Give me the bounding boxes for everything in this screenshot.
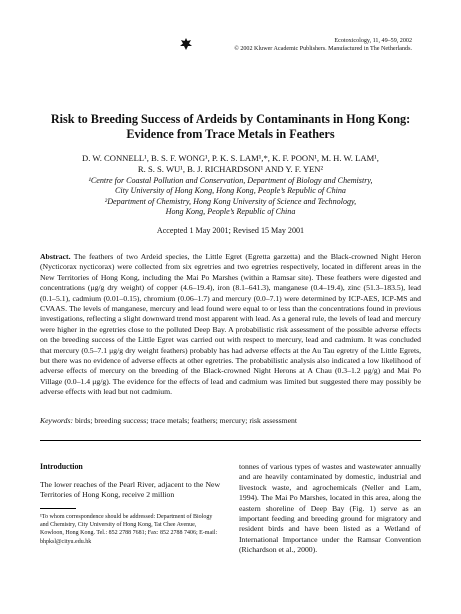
affiliations	[40, 176, 421, 218]
paper-title	[40, 112, 421, 142]
author-list	[40, 153, 421, 175]
affiliation-line-3: ²Department of Chemistry, Hong Kong University of Science and Technology,	[104, 196, 357, 206]
keywords-text: birds; breeding success; trace metals; feathers; mercury; risk assessment	[74, 416, 297, 425]
introduction-heading: Introduction	[40, 462, 83, 471]
authors-line-1: D. W. CONNELL¹, B. S. F. WONG¹, P. K. S. LAM¹,*, K. F. POON¹, M. H. W. LAM¹,	[82, 153, 379, 163]
authors-line-2: R. S. S. WU¹, B. J. RICHARDSON¹ AND Y. F. YEN²	[137, 164, 324, 174]
title-line-1: Risk to Breeding Success of Ardeids by Contaminants in Hong Kong:	[50, 112, 411, 126]
affiliation-line-1: ¹Centre for Coastal Pollution and Conservation, Department of Biology and Chemistry,	[88, 176, 373, 185]
keywords-label: Keywords:	[40, 416, 74, 425]
journal-copyright: © 2002 Kluwer Academic Publishers. Manufactured in The Netherlands.	[234, 46, 412, 52]
correspondence-footnote: ¹To whom correspondence should be addressed: Department of Biology and Chemistry, City University of Hong Kong, Tat Chee Avenue, Kowloon, Hong Kong. Tel.: 852 2788 7681; Fax: 852 2788 7406; E-mail: bhpksl@cityu.edu.hk	[40, 514, 218, 545]
title-line-2: Evidence from Trace Metals in Feathers	[126, 127, 335, 141]
section-divider	[40, 440, 421, 441]
keywords	[40, 416, 421, 426]
abstract	[40, 252, 421, 398]
introduction-right-column: tonnes of various types of wastes and wastewater annually and are heavily contaminated by domestic, industrial and livestock waste, and agrochemicals (Neller and Lam, 1994). The Mai Po Marshes, located in this area, along the eastern shoreline of Deep Bay (Fig. 1) serve as an important feeding and breeding ground for migratory and resident birds and have been listed as a Wetland of International Importance under the Ramsar Convention (Richardson et al., 2000).	[239, 462, 421, 555]
journal-header	[234, 37, 412, 53]
abstract-body: The feathers of two Ardeid species, the Little Egret (Egretta garzetta) and the Black-crowned Night Heron (Nycticorax nycticorax) were collected from six egretries and two egretries respectively, located in different areas in the New Territories of Hong Kong, including the Mai Po Marshes (within a Ramsar site). These feathers were digested and concentrations (μg/g dry weight) of copper (4.6–19.4), iron (8.1–641.3), manganese (0.4–19.4), zinc (51.3–183.5), lead (0.1–5.1), cadmium (0.01–0.15), chromium (0.06–1.7) and mercury (0.0–7.1) were determined by ICP-AES, ICP-MS and CVAAS. The levels of manganese, mercury and lead found were equal to or less than the concentrations found in previous investigations, reflecting a slight downward trend most apparent with lead. As a general rule, the levels of lead and mercury were higher in the egretries close to the polluted Deep Bay. A probabilistic risk assessment of the possible adverse effects on the breeding success of the Little Egret was carried out with respect to mercury, lead and cadmium. It was concluded that mercury (0.5–7.1 μg/g dry weight feathers) probably has had adverse effects at the Au Tau egretry of the Little Egrets, but there was no evidence of adverse effects at other egretries. The probabilistic analysis also indicated a low likelihood of adverse effects of mercury on the breeding of the Black-crowned Night Herons at A Chau (0.3–1.2 μg/g) and Mai Po Village (0.0–1.4 μg/g). The evidence for the effects of lead and cadmium was limited but suggested there may possibly be adverse effects with lead but not cadmium.	[40, 252, 421, 397]
affiliation-line-4: Hong Kong, People’s Republic of China	[165, 207, 296, 217]
abstract-heading: Abstract.	[40, 252, 71, 261]
footnote-divider	[40, 508, 76, 509]
introduction-left-column: The lower reaches of the Pearl River, adjacent to the New Territories of Hong Kong, receive 2 million	[40, 480, 220, 500]
journal-citation: Ecotoxicology, 11, 49–59, 2002	[334, 38, 412, 44]
accepted-dates: Accepted 1 May 2001; Revised 15 May 2001	[156, 226, 305, 235]
publisher-logo-icon	[179, 37, 193, 51]
affiliation-line-2: City University of Hong Kong, Hong Kong, People’s Republic of China	[115, 186, 346, 196]
